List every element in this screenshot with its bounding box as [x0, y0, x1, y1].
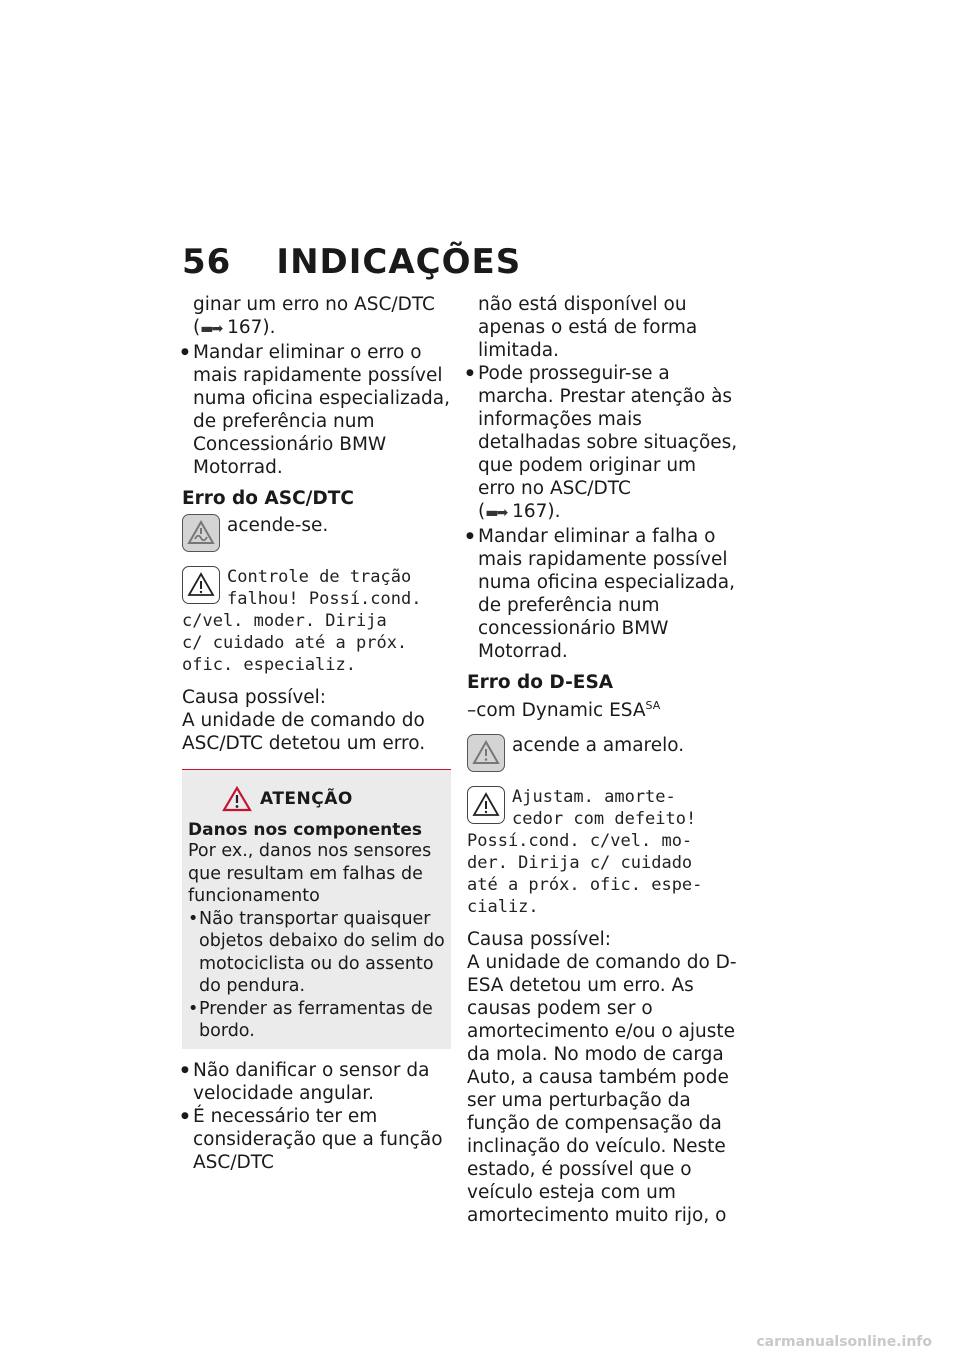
list-item: ● Pode prosseguir-se a marcha. Prestar atenção às informações mais detalhadas sobre situações, que podem originar um erro no ASC/DTC — [467, 362, 739, 500]
display-line: der. Dirija c/ cuidado — [467, 853, 693, 874]
cause-label: Causa possível: — [182, 687, 327, 708]
warning-triangle-icon — [467, 786, 505, 824]
reference-arrow-icon: ▬➡ — [485, 505, 507, 521]
right-column — [467, 293, 739, 1227]
warning-triangle-icon — [182, 566, 220, 604]
indicator-row — [467, 734, 739, 772]
asc-dtc-warning-icon — [182, 514, 220, 552]
page-reference: (▬➡ 167). — [478, 501, 561, 522]
attention-icon — [222, 786, 252, 812]
section-heading: Erro do ASC/DTC — [182, 488, 354, 509]
page-reference: (▬➡ 167). — [193, 317, 276, 338]
indicator-text: acende-se. — [227, 515, 329, 536]
display-line: c/vel. moder. Dirija — [182, 611, 387, 631]
display-message — [467, 786, 739, 918]
cause-text: A unidade de comando do ASC/DTC detetou um erro. — [182, 710, 426, 754]
display-line: até a próx. ofic. espe- — [467, 875, 703, 896]
general-warning-icon — [467, 734, 505, 772]
continued-text: não está disponível ou apenas o está de forma limitada. — [478, 294, 698, 361]
equipment-note: –com Dynamic $ESA^{SA}$ — [467, 699, 661, 722]
list-item: ● Mandar eliminar o erro o mais rapidamente possível numa oficina especializada, de preferência num Concessionário BMW Motorrad. — [182, 341, 450, 479]
list-item: ● É necessário ter em consideração que a função ASC/DTC — [182, 1105, 450, 1174]
display-line: ofic. especializ. — [182, 655, 356, 675]
display-line: Controle de tração — [227, 567, 412, 587]
notice-text: Por ex., danos nos sensores que resultam em falhas de funcionamento — [188, 841, 432, 906]
attention-notice — [182, 769, 451, 1049]
display-line: falhou! Possí.cond. — [227, 589, 422, 609]
display-line: cedor com defeito! — [512, 809, 697, 830]
cause-text: A unidade de comando do D-ESA detetou um erro. As causas podem ser o amortecimento e/ou o ajuste da mola. No modo de carga Auto, a causa também pode ser uma perturbação da função de compensação da inclinação do veículo. Neste estado, é possível que o veículo esteja com um amortecimento muito rijo, o — [467, 952, 737, 1227]
display-line: Possí.cond. c/vel. mo- — [467, 831, 693, 852]
list-item: ● Não danificar o sensor da velocidade angular. — [182, 1059, 450, 1105]
continued-text: ginar um erro no ASC/DTC — [193, 294, 435, 315]
list-item: ● Mandar eliminar a falha o mais rapidamente possível numa oficina especializada, de preferência num concessionário BMW Motorrad. — [467, 525, 739, 663]
indicator-text: acende a amarelo. — [512, 735, 685, 757]
indicator-row — [182, 514, 450, 552]
reference-arrow-icon: ▬➡ — [200, 321, 222, 337]
notice-item: • Prender as ferramentas de bordo. — [188, 998, 445, 1043]
notice-subtitle: Danos nos componentes — [188, 820, 423, 840]
cause-label: Causa possível: — [467, 929, 612, 951]
chapter-title: INDICAÇÕES — [276, 242, 522, 282]
display-message — [182, 566, 450, 676]
section-heading: Erro do D-ESA — [467, 672, 614, 693]
display-line: Ajustam. amorte- — [512, 787, 676, 808]
notice-item: • Não transportar quaisquer objetos debaixo do selim do motociclista ou do assento do pendura. — [188, 908, 445, 998]
display-line: c/ cuidado até a próx. — [182, 633, 408, 653]
watermark: carmanualsonline.info — [756, 1334, 932, 1350]
page-number: 56 — [182, 242, 232, 282]
page-header — [182, 242, 521, 282]
notice-title: ATENÇÃO — [260, 789, 353, 809]
display-line: cializ. — [467, 897, 539, 918]
left-column — [182, 293, 450, 1174]
